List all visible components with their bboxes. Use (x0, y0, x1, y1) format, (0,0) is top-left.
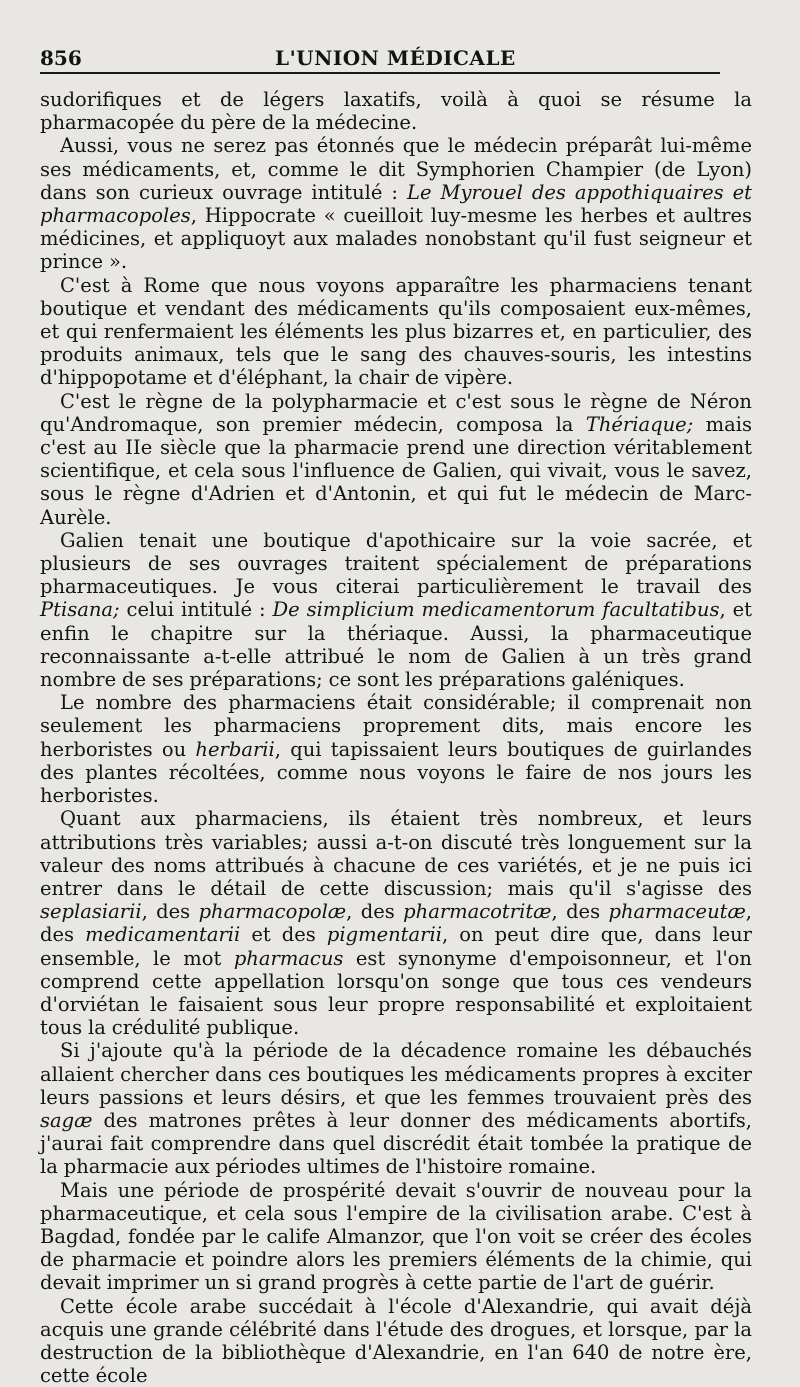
text-run: et des (240, 923, 327, 947)
italic-text: herbarii (195, 737, 275, 761)
paragraph (40, 1039, 752, 1178)
text-run: , on peut dire que, dans leur ensemble, le mot (40, 923, 752, 970)
text-run: , des (40, 900, 752, 947)
italic-text: De simplicium medicamentorum facultatibus (272, 598, 720, 622)
body-text (40, 88, 752, 1387)
text-run: Cette école arabe succédait à l'école d'Alexandrie, qui avait déjà acquis une grande célébrité dans l'étude des drogues, et lorsque, par la destruction de la bibliothèque d'Alexandrie, en l'an 640 de notre ère, cette école (40, 1294, 752, 1387)
text-run: Aussi, vous ne serez pas étonnés que le médecin préparât lui-même ses médicaments, et, comme le dit Symphorien Champier (de Lyon) dans son curieux ouvrage intitulé : (40, 134, 752, 204)
italic-text: Le Myrouel des appothiquaires et pharmacopoles (40, 180, 752, 228)
text-run: , des (346, 900, 404, 924)
italic-text: pharmacotritæ (403, 900, 552, 924)
italic-text: pharmacus (233, 946, 344, 970)
text-run: Mais une période de prospérité devait s'ouvrir de nouveau pour la pharmaceutique, et cela sous l'empire de la civilisation arabe. C'est à Bagdad, fondée par le calife Almanzor, que l'on voit se créer des écoles de pharmacie et poindre alors les premiers éléments de la chimie, qui devait imprimer un si grand progrès à cette partie de l'art de guérir. (40, 1178, 752, 1295)
paragraph (40, 274, 752, 390)
page-number: 856 (40, 46, 82, 70)
text-run: est synonyme d'empoisonneur, et l'on comprend cette appellation lorsqu'on songe que tous ces vendeurs d'orviétan le faisaient sous leur propre responsabilité et exploitaient tous la crédulité publique. (40, 946, 752, 1040)
text-run: , Hippocrate « cueilloit luy-mesme les herbes et aultres médicines, et appliquoyt aux malades nonobstant qu'il fust seigneur et prince ». (40, 204, 752, 274)
italic-text: pharmacopolæ (198, 900, 347, 924)
text-run: des matrones prêtes à leur donner des médicaments abortifs, j'aurai fait comprendre dans quel discrédit était tombée la pratique de la pharmacie aux périodes ultimes de l'histoire romaine. (40, 1108, 752, 1179)
paragraph (40, 1179, 752, 1295)
italic-text: seplasiarii (40, 900, 142, 924)
paragraph (40, 691, 752, 807)
paragraph (40, 390, 752, 529)
paragraph (40, 88, 752, 134)
text-run: Galien tenait une boutique d'apothicaire sur la voie sacrée, et plusieurs de ses ouvrages traitent spécialement de préparations pharmaceutiques. Je vous citerai particulièrement le travail des (40, 528, 752, 599)
text-run: , qui tapissaient leurs boutiques de guirlandes des plantes récoltées, comme nous voyons le faire de nos jours les herboristes. (40, 737, 752, 808)
text-run: , des (141, 900, 199, 924)
paragraph (40, 529, 752, 691)
italic-text: pigmentarii (326, 923, 442, 947)
text-run: C'est le règne de la polypharmacie et c'est sous le règne de Néron qu'Andromaque, son premier médecin, composa la (40, 389, 752, 436)
text-run: , et enfin le chapitre sur la thériaque. Aussi, la pharmaceutique reconnaissante a-t-elle attribué le nom de Galien à un très grand nombre de ses préparations; ce sont les préparations galéniques. (40, 598, 752, 692)
paragraph (40, 807, 752, 1039)
text-run: mais c'est au IIe siècle que la pharmacie prend une direction véritablement scientifique, et cela sous l'influence de Galien, qui vivait, vous le savez, sous le règne d'Adrien et d'Antonin, et qui fut le médecin de Marc-Aurèle. (40, 412, 752, 529)
text-run: celui intitulé : (119, 598, 273, 622)
paragraph (40, 134, 752, 273)
italic-text: sagæ (40, 1108, 93, 1132)
running-title: L'UNION MÉDICALE (275, 46, 516, 70)
italic-text: pharmaceutæ (608, 900, 746, 924)
paragraph (40, 1295, 752, 1387)
page-header (40, 42, 720, 74)
text-run: , des (551, 900, 609, 924)
italic-text: medicamentarii (85, 923, 241, 947)
text-run: Le nombre des pharmaciens était considérable; il comprenait non seulement les pharmaciens proprement dits, mais encore les herboristes ou (40, 691, 752, 761)
italic-text: Thériaque; (585, 412, 694, 436)
italic-text: Ptisana; (40, 598, 120, 622)
text-run: sudorifiques et de légers laxatifs, voilà à quoi se résume la pharmacopée du père de la médecine. (40, 88, 752, 135)
text-run: C'est à Rome que nous voyons apparaître les pharmaciens tenant boutique et vendant des médicaments qu'ils composaient eux-mêmes, et qui renfermaient les éléments les plus bizarres et, en particulier, des produits animaux, tels que le sang des chauves-souris, les intestins d'hippopotame et d'éléphant, la chair de vipère. (40, 273, 752, 390)
text-run: Si j'ajoute qu'à la période de la décadence romaine les débauchés allaient chercher dans ces boutiques les médicaments propres à exciter leurs passions et leurs désirs, et que les femmes trouvaient près des (40, 1039, 752, 1109)
text-run: Quant aux pharmaciens, ils étaient très nombreux, et leurs attributions très variables; aussi a-t-on discuté très longuement sur la valeur des noms attribués à chacune de ces variétés, et je ne puis ici entrer dans le détail de cette discussion; mais qu'il s'agisse des (40, 807, 752, 900)
